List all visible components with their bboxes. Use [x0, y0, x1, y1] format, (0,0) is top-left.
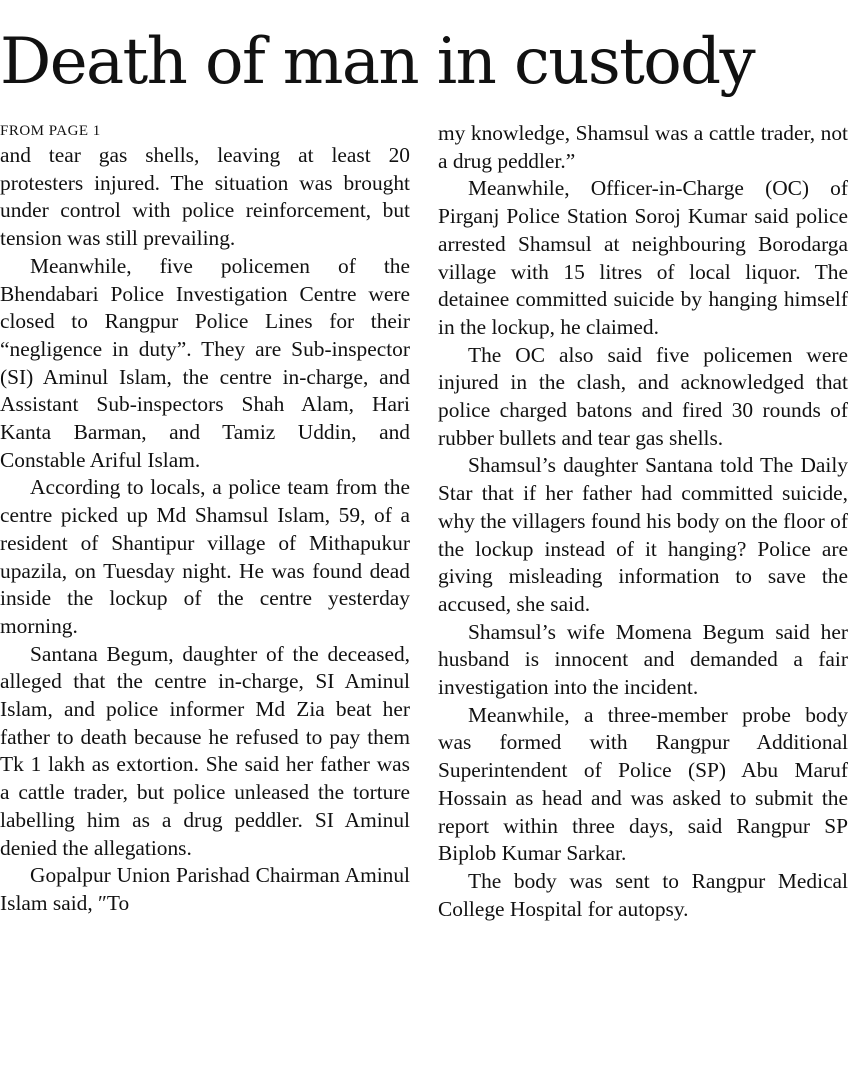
paragraph: Gopalpur Union Parishad Chairman Aminul Islam said, ″To	[0, 863, 410, 915]
paragraph: Meanwhile, a three-member probe body was formed with Rangpur Additional Superintendent of Police (SP) Abu Maruf Hossain as head and was asked to submit the report within three days, said Rangpur SP Biplob Kumar Sarkar.	[438, 702, 848, 866]
paragraph: Santana Begum, daughter of the deceased, alleged that the centre in-charge, SI Aminul Islam, and police informer Md Zia beat her father to death because he refused to pay them Tk 1 lakh as extortion. She said her father was a cattle trader, but police unleased the torture labelling him as a drug peddler. SI Aminul denied the allegations.	[0, 641, 410, 860]
jump-label: FROM PAGE 1	[0, 123, 101, 139]
paragraph: Meanwhile, five policemen of the Bhendabari Police Investigation Centre were closed to Rangpur Police Lines for their “negligence in duty”. They are Sub-inspector (SI) Aminul Islam, the centre in-charge, and Assistant Sub-inspectors Shah Alam, Hari Kanta Barman, and Tamiz Uddin, and Constable Ariful Islam.	[0, 253, 410, 472]
paragraph: According to locals, a police team from the centre picked up Md Shamsul Islam, 59, of a resident of Shantipur village of Mithapukur upazila, on Tuesday night. He was found dead inside the lockup of the centre yesterday morning.	[0, 475, 410, 638]
paragraph: my knowledge, Shamsul was a cattle trader, not a drug peddler.”	[438, 121, 848, 173]
paragraph: and tear gas shells, leaving at least 20 protesters injured. The situation was brought under control with police reinforcement, but tension was still prevailing.	[0, 143, 410, 251]
headline: Death of man in custody	[0, 25, 755, 99]
paragraph: The OC also said five policemen were injured in the clash, and acknowledged that police charged batons and fired 30 rounds of rubber bullets and tear gas shells.	[438, 342, 848, 450]
paragraph: Meanwhile, Officer-in-Charge (OC) of Pirganj Police Station Soroj Kumar said police arrested Shamsul at neighbouring Borodarga village with 15 litres of local liquor. The detainee committed suicide by hanging himself in the lockup, he claimed.	[438, 176, 848, 339]
paragraph: The body was sent to Rangpur Medical College Hospital for autopsy.	[438, 868, 848, 921]
paragraph: Shamsul’s daughter Santana told The Daily Star that if her father had committed suicide, why the villagers found his body on the floor of the lockup instead of it hanging? Police are giving misleading information to save the accused, she said.	[438, 453, 848, 616]
article-column-right	[438, 120, 848, 923]
paragraph: Shamsul’s wife Momena Begum said her husband is innocent and demanded a fair investigation into the incident.	[438, 619, 848, 700]
article-column-left	[0, 120, 410, 918]
